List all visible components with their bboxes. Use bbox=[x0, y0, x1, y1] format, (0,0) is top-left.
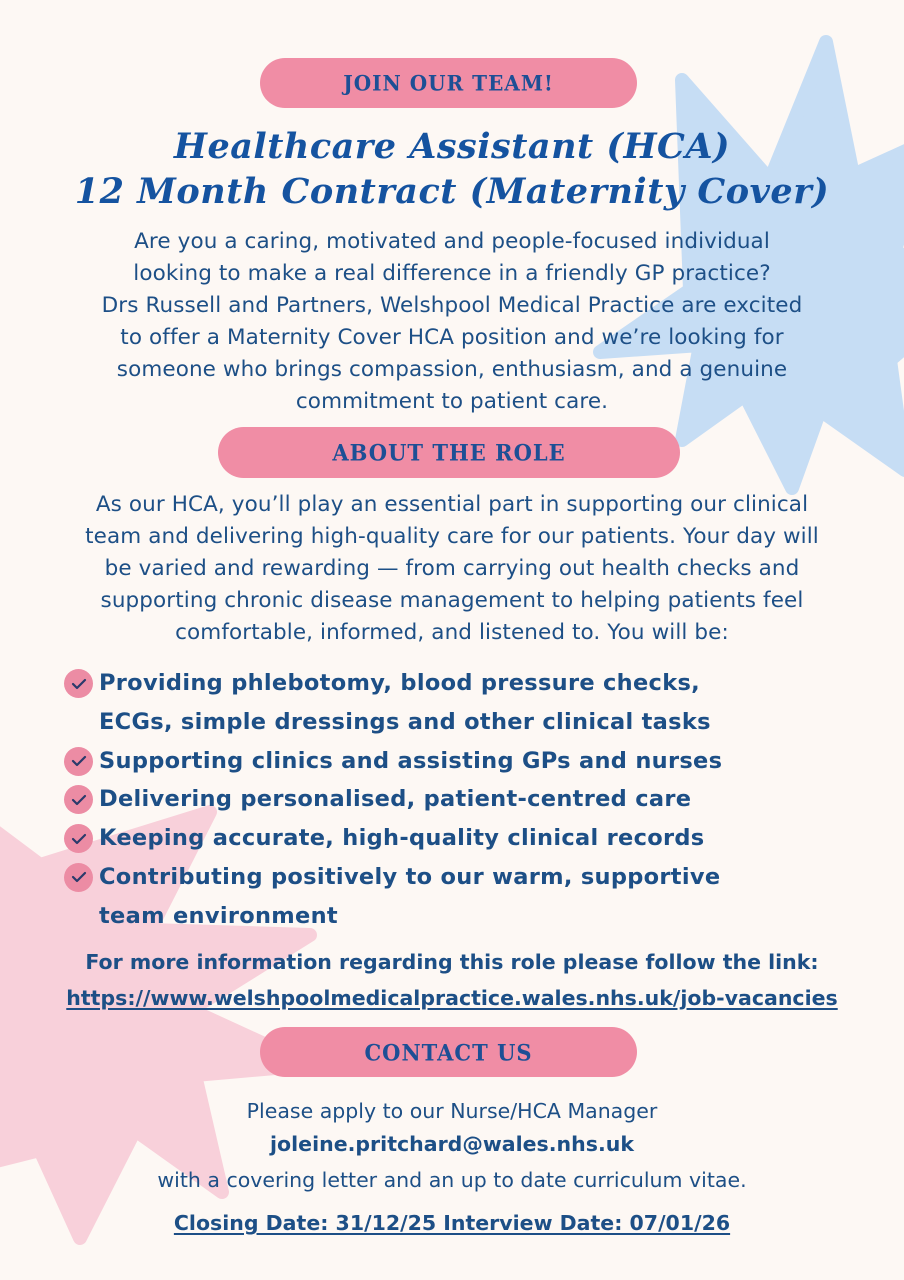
job-title-line-1: Healthcare Assistant (HCA) bbox=[173, 126, 731, 167]
more-info-text: For more information regarding this role please follow the link: bbox=[85, 950, 819, 974]
duty-item bbox=[62, 664, 862, 742]
duty-text: Keeping accurate, high-quality clinical records bbox=[99, 825, 705, 852]
application-requirements: with a covering letter and an up to date curriculum vitae. bbox=[157, 1168, 747, 1192]
duties-list bbox=[62, 664, 862, 936]
more-info-link-row bbox=[0, 981, 904, 1015]
job-vacancies-link[interactable]: https://www.welshpoolmedicalpractice.wales.nhs.uk/job-vacancies bbox=[66, 986, 838, 1010]
duty-item bbox=[62, 742, 862, 781]
check-badge-icon bbox=[64, 747, 93, 776]
duty-text: Contributing positively to our warm, supportive bbox=[99, 863, 721, 890]
check-badge-icon bbox=[64, 824, 93, 853]
job-title-line-2: 12 Month Contract (Maternity Cover) bbox=[74, 171, 830, 212]
join-our-team-badge bbox=[260, 58, 637, 108]
duty-text-continued: team environment bbox=[99, 902, 338, 929]
check-badge-icon bbox=[64, 785, 93, 814]
intro-line: someone who brings compassion, enthusiasm, and a genuine bbox=[116, 357, 788, 382]
duty-text-continued: ECGs, simple dressings and other clinical tasks bbox=[99, 708, 711, 735]
duty-item bbox=[62, 780, 862, 819]
about-line: comfortable, informed, and listened to. You will be: bbox=[175, 620, 729, 645]
check-badge-icon bbox=[64, 863, 93, 892]
about-the-role-heading bbox=[218, 427, 680, 478]
about-paragraph bbox=[0, 489, 904, 649]
closing-interview-dates: Closing Date: 31/12/25 Interview Date: 07/01/26 bbox=[173, 1211, 731, 1235]
about-line: team and delivering high-quality care for our patients. Your day will bbox=[85, 524, 819, 549]
about-line: As our HCA, you’ll play an essential part in supporting our clinical bbox=[95, 492, 809, 517]
intro-line: Drs Russell and Partners, Welshpool Medical Practice are excited bbox=[101, 293, 803, 318]
about-line: be varied and rewarding — from carrying out health checks and bbox=[104, 556, 800, 581]
intro-line: to offer a Maternity Cover HCA position and we’re looking for bbox=[120, 325, 784, 350]
contact-us-heading bbox=[260, 1027, 637, 1077]
contact-us-label: CONTACT US bbox=[364, 1038, 533, 1066]
apply-instruction: Please apply to our Nurse/HCA Manager bbox=[246, 1099, 658, 1123]
about-line: supporting chronic disease management to helping patients feel bbox=[100, 588, 804, 613]
about-the-role-label: ABOUT THE ROLE bbox=[332, 439, 566, 466]
duty-item bbox=[62, 819, 862, 858]
duty-text: Supporting clinics and assisting GPs and nurses bbox=[99, 747, 723, 774]
intro-line: looking to make a real difference in a friendly GP practice? bbox=[133, 261, 771, 286]
intro-line: commitment to patient care. bbox=[295, 389, 609, 414]
intro-paragraph bbox=[0, 226, 904, 418]
duty-item bbox=[62, 858, 862, 936]
duty-text: Delivering personalised, patient-centred care bbox=[99, 786, 692, 813]
intro-line: Are you a caring, motivated and people-focused individual bbox=[134, 229, 770, 254]
join-our-team-label: JOIN OUR TEAM! bbox=[343, 70, 554, 96]
check-badge-icon bbox=[64, 669, 93, 698]
contact-email[interactable]: joleine.pritchard@wales.nhs.uk bbox=[270, 1132, 634, 1156]
duty-text: Providing phlebotomy, blood pressure checks, bbox=[99, 670, 701, 696]
